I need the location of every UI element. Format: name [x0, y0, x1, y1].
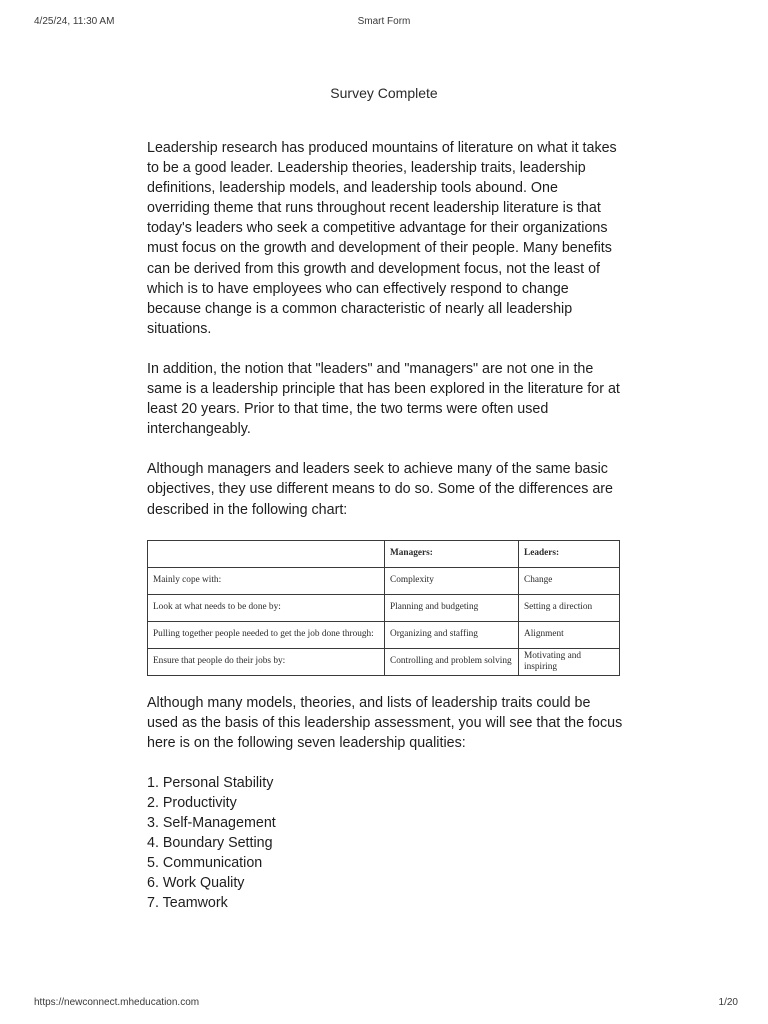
list-item: 5. Communication	[147, 855, 263, 872]
table-header-cell	[148, 540, 385, 567]
list-item: 3. Self-Management	[147, 815, 276, 832]
print-datetime: 4/25/24, 11:30 AM	[34, 16, 115, 27]
list-item: 6. Work Quality	[147, 875, 245, 892]
list-item: 7. Teamwork	[147, 895, 228, 912]
table-cell: Controlling and problem solving	[385, 648, 519, 675]
table-cell: Motivating and inspiring	[519, 648, 620, 675]
table-header-cell: Managers:	[385, 540, 519, 567]
print-header-title: Smart Form	[357, 16, 411, 27]
print-header	[34, 16, 734, 30]
paragraph-qualities-intro: Although many models, theories, and lists of leadership traits could be used as the basis of this leadership assessment, you will see that the focus here is on the following seven leadership qualities:	[147, 694, 623, 751]
table-cell: Ensure that people do their jobs by:	[148, 648, 385, 675]
table-row	[148, 648, 620, 675]
table-cell: Complexity	[385, 567, 519, 594]
page-title: Survey Complete	[330, 85, 438, 101]
table-cell: Planning and budgeting	[385, 594, 519, 621]
table-cell: Alignment	[519, 621, 620, 648]
paragraph-chart-intro: Although managers and leaders seek to achieve many of the same basic objectives, they use different means to do so. Some of the differences are described in the following chart:	[147, 461, 613, 518]
qualities-list	[147, 773, 623, 914]
table-cell: Mainly cope with:	[148, 567, 385, 594]
survey-content	[147, 138, 623, 914]
list-item: 1. Personal Stability	[147, 774, 274, 791]
list-item: 2. Productivity	[147, 794, 237, 811]
print-url: https://newconnect.mheducation.com	[34, 997, 200, 1008]
paragraph-intro: Leadership research has produced mountains of literature on what it takes to be a good leader. Leadership theories, leadership traits, leadership definitions, leadership models, and leadership tools abound. One overriding theme that runs throughout recent leadership literature is that today's leaders who seek a competitive advantage for their organizations must focus on the growth and development of their people. Many benefits can be derived from this growth and development focus, not the least of which is to have employees who can effectively respond to change because change is a common characteristic of nearly all leadership situations.	[147, 140, 617, 337]
table-cell: Organizing and staffing	[385, 621, 519, 648]
table-header-cell: Leaders:	[519, 540, 620, 567]
print-footer	[34, 997, 738, 1011]
table-row	[148, 621, 620, 648]
table-header-row	[148, 540, 620, 567]
page-number: 1/20	[718, 997, 738, 1008]
table-cell: Look at what needs to be done by:	[148, 594, 385, 621]
comparison-table	[147, 540, 620, 676]
table-cell: Setting a direction	[519, 594, 620, 621]
table-row	[148, 567, 620, 594]
paragraph-leaders-vs-managers: In addition, the notion that "leaders" and "managers" are not one in the same is a leadership principle that has been explored in the literature for at least 20 years. Prior to that time, the two terms were often used interchangeably.	[147, 360, 620, 438]
table-row	[148, 594, 620, 621]
table-cell: Pulling together people needed to get the job done through:	[148, 621, 385, 648]
list-item: 4. Boundary Setting	[147, 835, 273, 852]
table-cell: Change	[519, 567, 620, 594]
